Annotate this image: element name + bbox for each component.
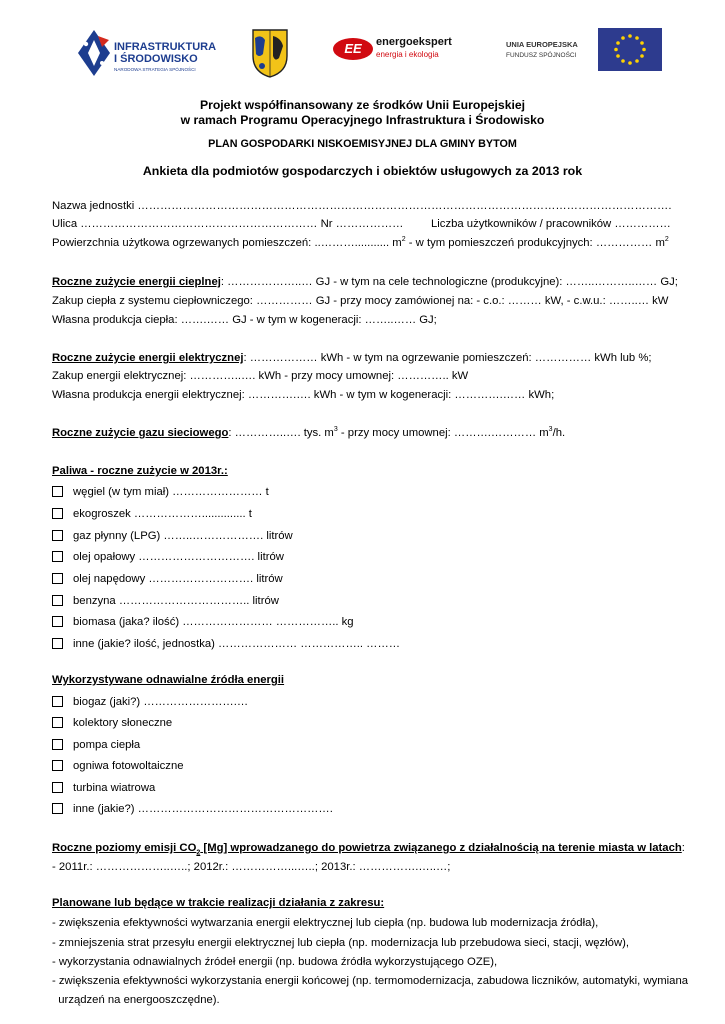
ue-line1: UNIA EUROPEJSKA xyxy=(506,40,578,49)
fuel-label-other: inne (jakie? ilość, jednostka) ………………… …………….. ……… xyxy=(73,638,401,650)
heated-area-field xyxy=(52,236,669,250)
elec-line-1-text: : ……………… kWh - w tym na ogrzewanie pomieszczeń: …………… kWh lub %; xyxy=(243,352,652,364)
m2-sup-2: 2 xyxy=(664,236,669,244)
plan-title: PLAN GOSPODARKI NISKOEMISYJNEJ DLA GMINY BYTOM xyxy=(208,138,517,150)
emission-heading-colon: : xyxy=(681,842,685,854)
heat-line-1-text: : ………………..… GJ - w tym na cele technologiczne (produkcyjne): ……..………..…… GJ; xyxy=(220,276,678,288)
emission-years-line: - 2011r.: ………………..…..; 2012r.: ……………...…..; 2013r.: …………….…..…; xyxy=(52,861,451,873)
unit-name-field: Nazwa jednostki ……………………………………………………………………………………………………………………………. xyxy=(52,200,672,212)
bytom-coat-of-arms xyxy=(251,28,289,78)
co2-sub: 2 xyxy=(196,849,201,857)
planned-heading: Planowane lub będące w trakcie realizacji działania z zakresu: xyxy=(52,897,385,909)
planned-item-3: - wykorzystania odnawialnych źródeł energii (np. budowa źródła wykorzystującego OZE), xyxy=(52,956,498,968)
eu-flag xyxy=(598,28,662,71)
emission-heading-a: Roczne poziomy emisji CO xyxy=(52,842,197,854)
fuel-label-petrol: benzyna …………………………….. litrów xyxy=(73,595,279,607)
renew-checkbox-other[interactable] xyxy=(52,803,63,814)
elec-line-1 xyxy=(52,351,652,365)
infrastruktura-title-2: I ŚRODOWISKO xyxy=(114,53,198,65)
m2-sup: 2 xyxy=(401,236,406,244)
users-count-field: Liczba użytkowników / pracowników …………… xyxy=(431,218,671,230)
infrastruktura-logo xyxy=(78,30,218,78)
fuel-label-heating-oil: olej opałowy …………………………. litrów xyxy=(73,551,284,563)
energoekspert-logo xyxy=(333,36,473,76)
infrastruktura-emblem-icon xyxy=(78,30,110,76)
fuel-checkbox-diesel[interactable] xyxy=(52,573,63,584)
emission-heading xyxy=(52,841,685,855)
renew-label-heat-pump: pompa ciepła xyxy=(73,739,141,751)
planned-item-1: - zwiększenia efektywności wytwarzania energii elektrycznej lub ciepła (np. budowa lub modernizacja źródła), xyxy=(52,917,599,929)
fuel-label-ecopea: ekogroszek ……………….............. t xyxy=(73,508,252,520)
gas-text-b: - przy mocy umownej: ……….………… m xyxy=(337,427,549,439)
project-title-line2: w ramach Programu Operacyjnego Infrastruktura i Środowisko xyxy=(180,113,545,127)
renew-checkbox-solar-collectors[interactable] xyxy=(52,717,63,728)
heated-area-text: Powierzchnia użytkowa ogrzewanych pomieszczeń: ..………........... m xyxy=(52,237,402,249)
production-area-text: - w tym pomieszczeń produkcyjnych: …………… m xyxy=(405,237,665,249)
renew-checkbox-wind-turbine[interactable] xyxy=(52,782,63,793)
logo-bar xyxy=(0,26,725,80)
project-title-line1: Projekt współfinansowany ze środków Unii Europejskiej xyxy=(199,98,526,112)
fuel-checkbox-biomass[interactable] xyxy=(52,616,63,627)
gas-heading: Roczne zużycie gazu sieciowego xyxy=(52,427,229,439)
fuel-label-biomass: biomasa (jaka? ilość) …………………… …………….. kg xyxy=(73,616,354,628)
renew-label-other: inne (jakie?) ……………………………………………. xyxy=(73,803,333,815)
renew-checkbox-heat-pump[interactable] xyxy=(52,739,63,750)
renew-label-solar-collectors: kolektory słoneczne xyxy=(73,717,173,729)
elec-line-3: Własna produkcja energii elektrycznej: ………….…. kWh - w tym w kogeneracji: ………….…… kWh; xyxy=(52,389,555,401)
elec-line-2: Zakup energii elektrycznej: …………..…. kWh - przy mocy umownej: ………….. kW xyxy=(52,370,469,382)
renew-checkbox-photovoltaic[interactable] xyxy=(52,760,63,771)
coat-of-arms-icon xyxy=(251,28,289,78)
planned-item-4-cont: urządzeń na energooszczędne). xyxy=(52,994,220,1006)
ee-name: energoekspert xyxy=(376,36,452,48)
ue-line2: FUNDUSZ SPÓJNOŚCI xyxy=(506,52,577,59)
renew-label-photovoltaic: ogniwa fotowoltaiczne xyxy=(73,760,184,772)
planned-item-4: - zwiększenia efektywności wykorzystania energii końcowej (np. termomodernizacja, zabudowa liczników, automatyki, wymiana xyxy=(52,975,689,987)
fuel-checkbox-coal[interactable] xyxy=(52,486,63,497)
fuel-checkbox-ecopea[interactable] xyxy=(52,508,63,519)
fuel-checkbox-heating-oil[interactable] xyxy=(52,551,63,562)
gas-text-a: : …………..…. tys. m xyxy=(228,427,334,439)
fuel-label-coal: węgiel (w tym miał) …………………… t xyxy=(73,486,269,498)
heat-line-1 xyxy=(52,275,678,289)
fuels-heading: Paliwa - roczne zużycie w 2013r.: xyxy=(52,465,228,477)
fuel-checkbox-lpg[interactable] xyxy=(52,530,63,541)
fuel-label-diesel: olej napędowy ………………………. litrów xyxy=(73,573,283,585)
infrastruktura-title-1: INFRASTRUKTURA xyxy=(114,41,217,53)
m3-sup-2: 3 xyxy=(548,426,553,434)
gas-line xyxy=(52,426,565,440)
renew-checkbox-biogas[interactable] xyxy=(52,696,63,707)
elec-heading: Roczne zużycie energii elektrycznej xyxy=(52,352,244,364)
emission-heading-b: [Mg] wprowadzanego do powietrza związanego z działalnością na terenie miasta w latach xyxy=(200,842,682,854)
renewables-heading: Wykorzystywane odnawialne źródła energii xyxy=(52,674,285,686)
heat-line-2: Zakup ciepła z systemu ciepłowniczego: …………… GJ - przy mocy zamówionej na: - c.o.: ……… kW, - c.w.u.: ……..… kW xyxy=(52,295,669,307)
survey-title: Ankieta dla podmiotów gospodarczych i obiektów usługowych za 2013 rok xyxy=(142,164,583,178)
heat-heading: Roczne zużycie energii cieplnej xyxy=(52,276,221,288)
ee-tagline: energia i ekologia xyxy=(376,50,439,59)
street-field: Ulica ……………………………………………………… Nr ……………… xyxy=(52,218,404,230)
gas-text-c: /h. xyxy=(552,427,566,439)
planned-item-2: - zmniejszenia strat przesyłu energii elektrycznej lub ciepła (np. modernizacja lub przebudowa sieci, stacji, węzłów), xyxy=(52,937,630,949)
renew-label-biogas: biogaz (jaki?) …………………….… xyxy=(73,696,249,708)
heat-line-3: Własna produkcja ciepła: …….…… GJ - w tym w kogeneracji: ……..…… GJ; xyxy=(52,314,437,326)
m3-sup: 3 xyxy=(333,426,338,434)
ee-mark: EE xyxy=(333,38,373,60)
eu-flag-icon xyxy=(598,28,662,71)
renew-label-wind-turbine: turbina wiatrowa xyxy=(73,782,156,794)
infrastruktura-subtitle: NARODOWA STRATEGIA SPÓJNOŚCI xyxy=(114,67,196,72)
ue-text-logo xyxy=(506,40,596,70)
fuel-checkbox-other[interactable] xyxy=(52,638,63,649)
fuel-label-lpg: gaz płynny (LPG) ……..………………. litrów xyxy=(73,530,293,542)
fuel-checkbox-petrol[interactable] xyxy=(52,595,63,606)
